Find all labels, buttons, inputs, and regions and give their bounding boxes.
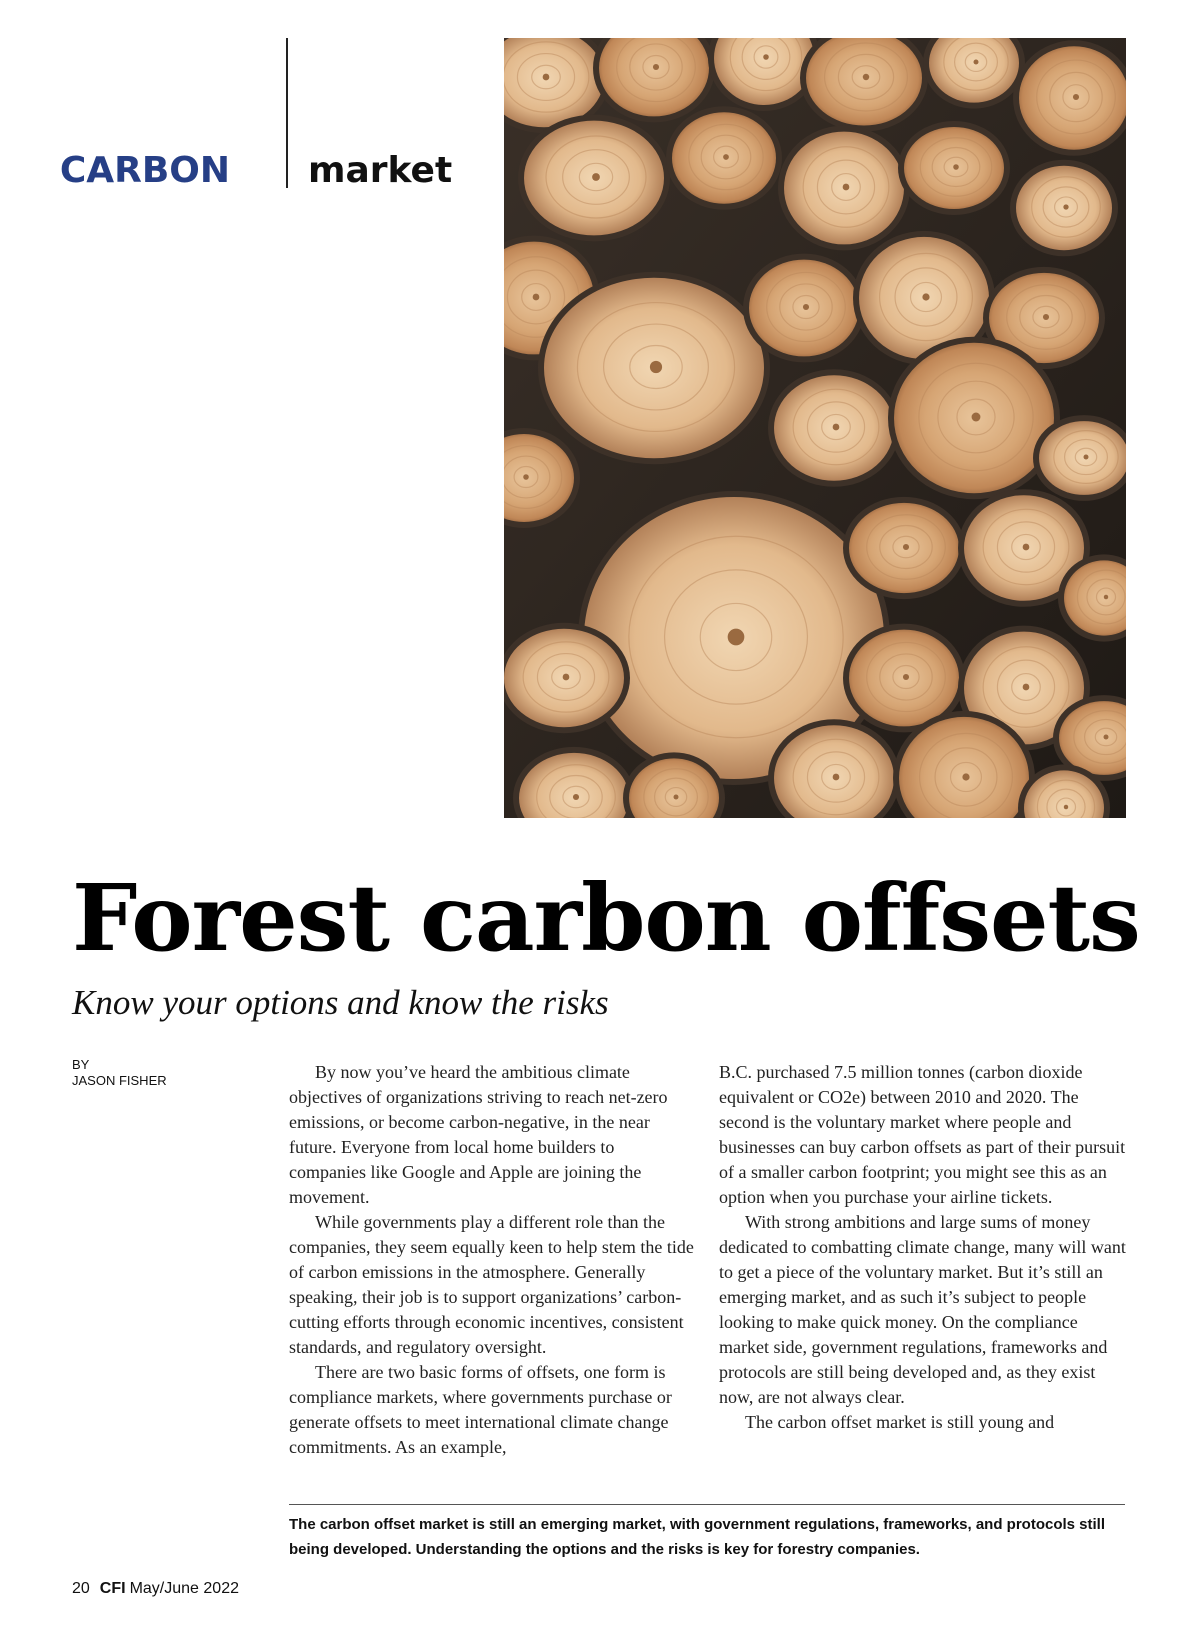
- byline-label: BY: [72, 1057, 90, 1072]
- paragraph: There are two basic forms of offsets, one form is compliance markets, where governments purchase or generate offsets to meet international climate change commitments. As an example,: [289, 1362, 672, 1457]
- article-column-2: [719, 1060, 1129, 1435]
- photo-caption: The carbon offset market is still an emerging market, with government regulations, frameworks, and protocols still being developed. Understanding the options and the risks is key for forestry companies.: [289, 1516, 1106, 1558]
- section-divider: [286, 38, 288, 188]
- section-tag: [0, 0, 480, 200]
- publication-name: CFI: [99, 1580, 126, 1597]
- paragraph: By now you’ve heard the ambitious climate objectives of organizations striving to reach net-zero emissions, or become carbon-negative, in the near future. Everyone from local home builders to companies like Google and Apple are joining the movement.: [289, 1062, 668, 1207]
- section-label-market: market: [308, 150, 453, 191]
- hero-photo-logs: [504, 38, 1126, 818]
- paragraph: While governments play a different role than the companies, they seem equally keen to help stem the tide of carbon emissions in the atmosphere. Generally speaking, their job is to support organizations’ carbon-cutting efforts through economic incentives, consistent standards, and regulatory oversight.: [289, 1212, 694, 1357]
- paragraph: With strong ambitions and large sums of money dedicated to combatting climate change, many will want to get a piece of the voluntary market. But it’s still an emerging market, and as such it’s subject to people looking to make quick money. On the compliance market side, government regulations, frameworks and protocols are still being developed and, as they exist now, are not always clear.: [719, 1212, 1126, 1407]
- article-title: Forest carbon offsets: [72, 864, 1140, 972]
- article-column-1: [289, 1060, 694, 1460]
- caption-divider: [289, 1504, 1125, 1505]
- page-footer: [72, 1580, 239, 1598]
- page-number: 20: [72, 1580, 90, 1597]
- paragraph: The carbon offset market is still young and: [745, 1412, 1055, 1432]
- issue-date: May/June 2022: [129, 1580, 239, 1597]
- article-subtitle: Know your options and know the risks: [72, 983, 609, 1022]
- byline: [72, 1057, 167, 1089]
- paragraph: B.C. purchased 7.5 million tonnes (carbon dioxide equivalent or CO2e) between 2010 and 2020. The second is the voluntary market where people and businesses can buy carbon offsets as part of their pursuit of a smaller carbon footprint; you might see this as an option when you purchase your airline tickets.: [719, 1062, 1126, 1207]
- section-label-carbon: CARBON: [59, 150, 230, 191]
- log-pile-illustration: [504, 38, 1126, 818]
- byline-author: JASON FISHER: [72, 1073, 167, 1088]
